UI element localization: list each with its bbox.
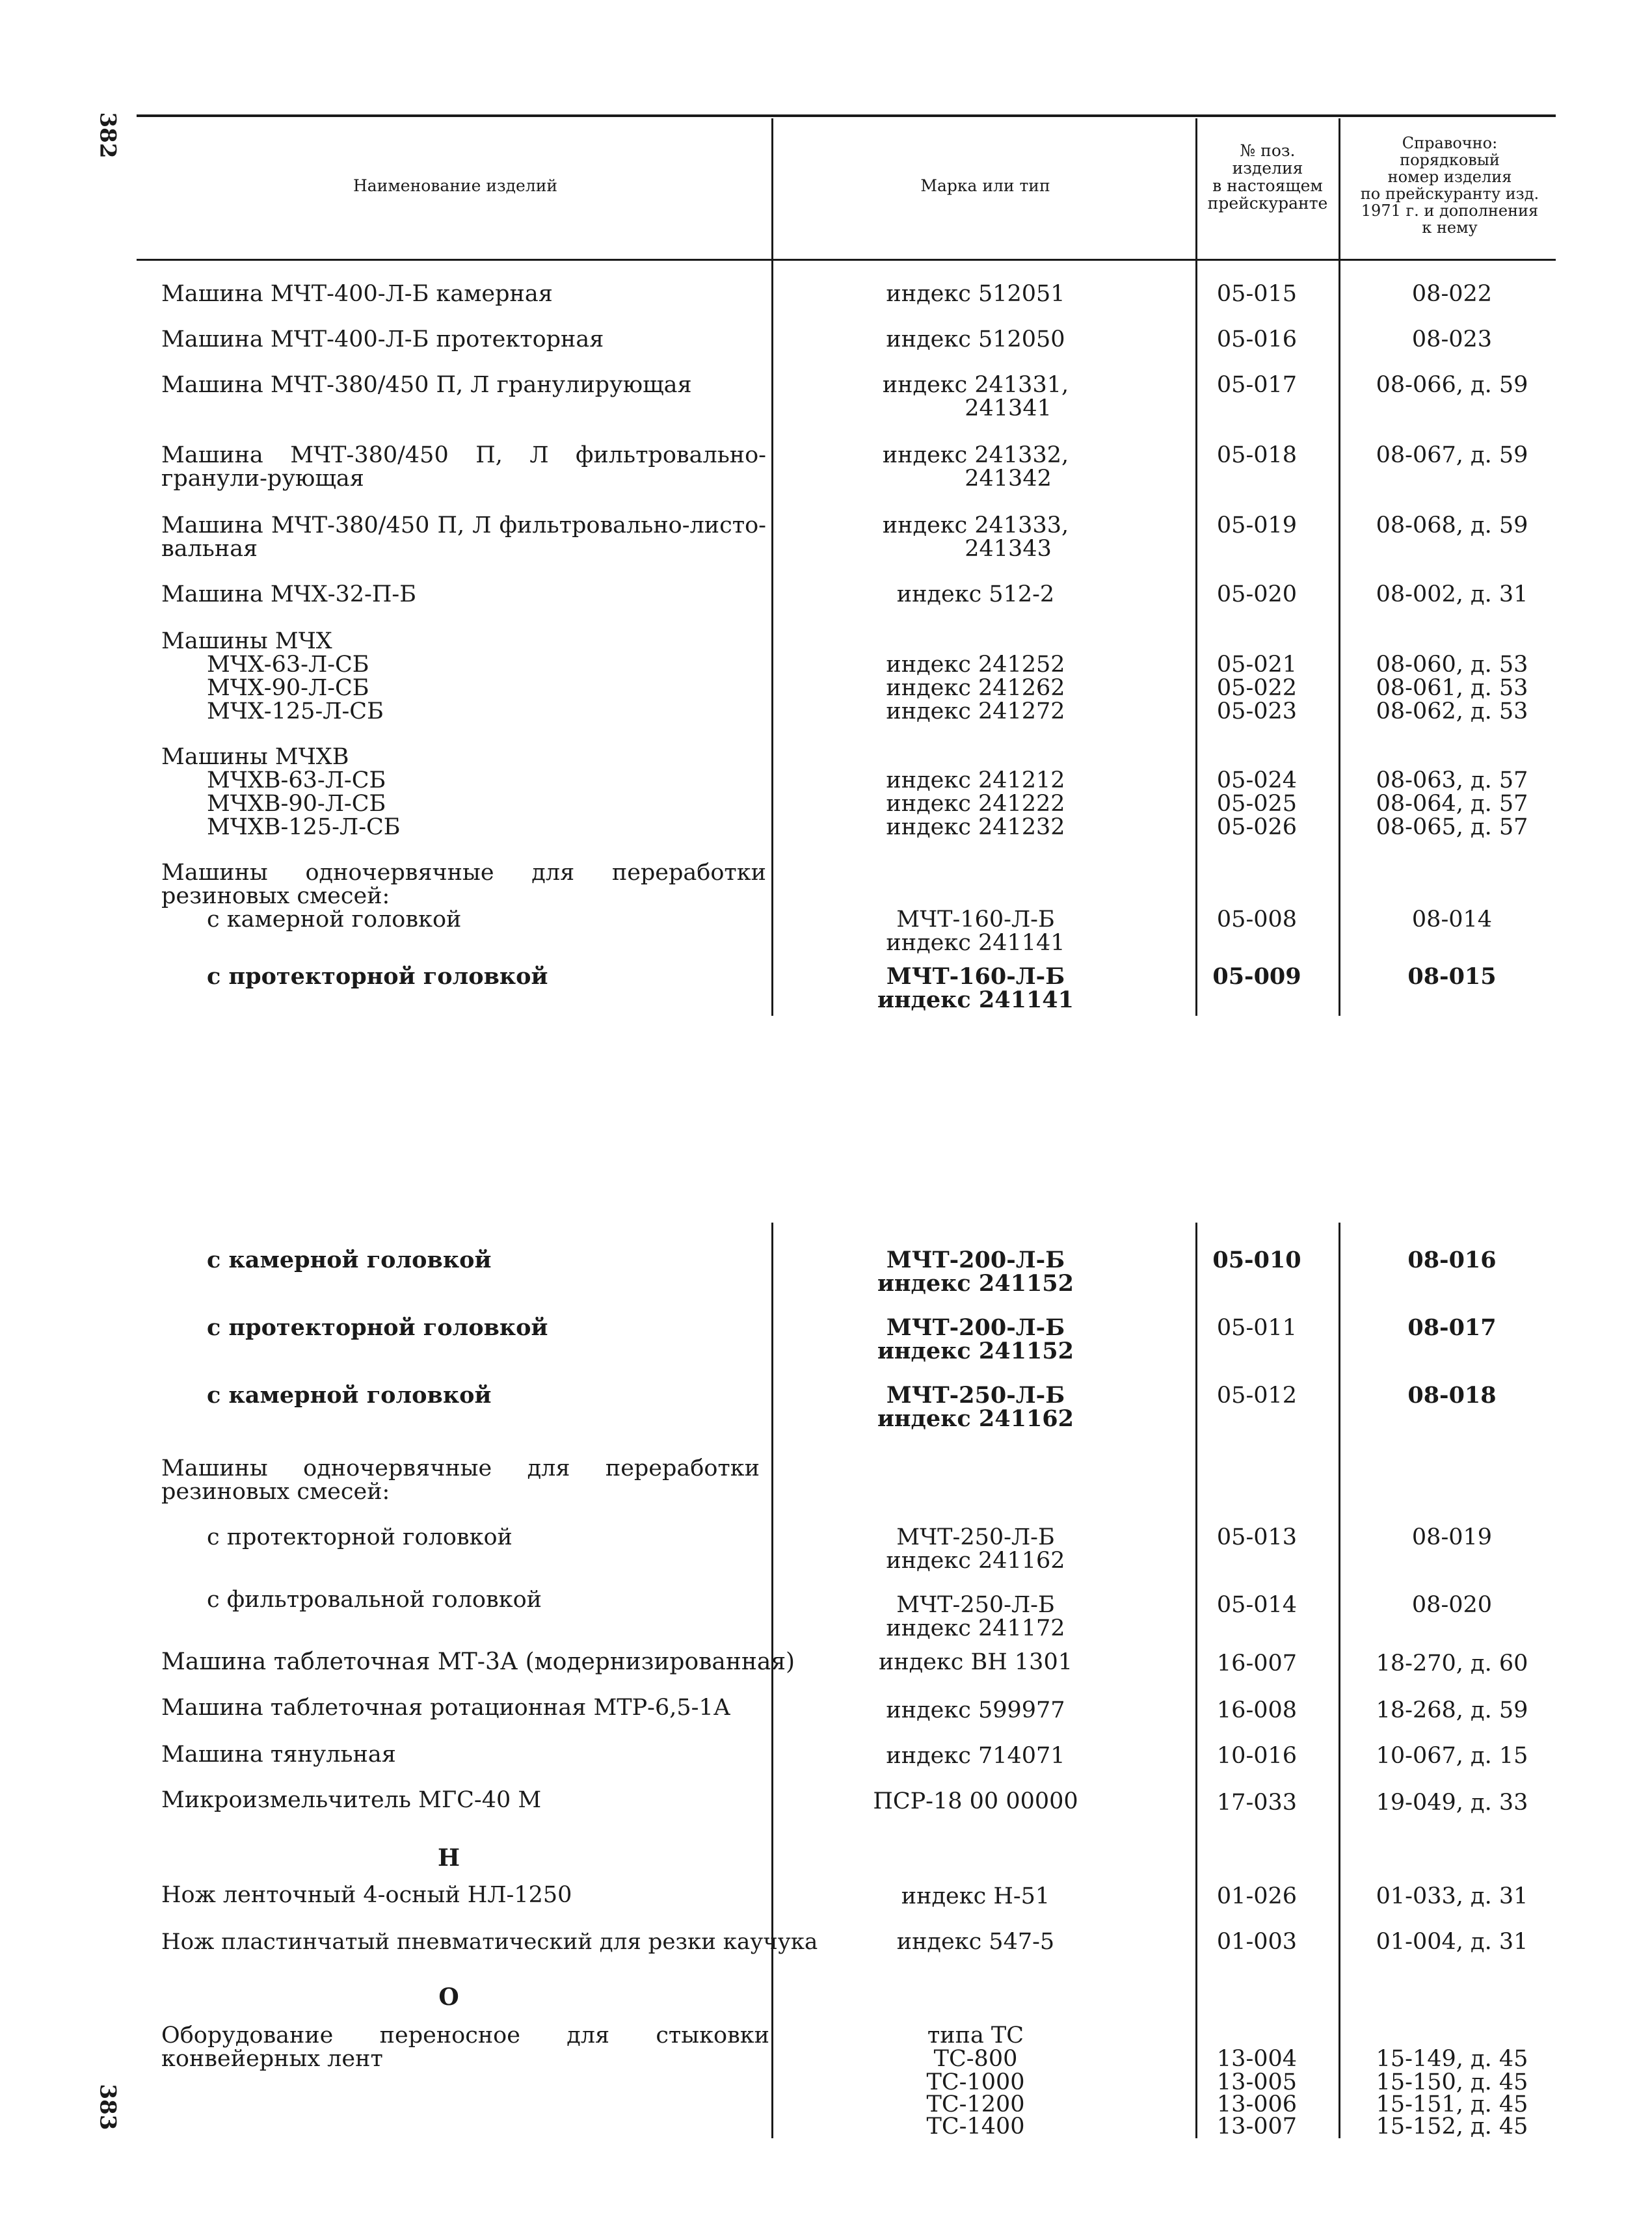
- row-name: с камерной головкой: [207, 1382, 492, 1409]
- col-divider-2-upper: [1195, 118, 1197, 1016]
- header-pos: № поз. изделия в настоящем прейскуранте: [1207, 141, 1328, 213]
- col-divider-1-upper: [771, 118, 773, 1016]
- row-mark: МЧТ-250-Л-Б индекс 241162: [877, 1382, 1074, 1432]
- row-pos: 05-017: [1216, 372, 1298, 398]
- row-pos: 05-010: [1212, 1247, 1301, 1273]
- row-name: с протекторной головкой: [207, 1524, 513, 1550]
- row-ref: 18-268, д. 59: [1376, 1697, 1528, 1723]
- row-name: МЧХВ-125-Л-СБ: [207, 814, 401, 840]
- col-divider-3-upper: [1339, 118, 1340, 1016]
- row-mark: ТС-1200: [926, 2091, 1025, 2117]
- row-pos: 05-021: [1216, 652, 1298, 678]
- row-ref: 08-002, д. 31: [1376, 581, 1528, 607]
- row-pos: 05-015: [1216, 281, 1298, 307]
- row-name: с камерной головкой: [207, 907, 462, 933]
- row-mark: индекс ВН 1301: [879, 1649, 1072, 1675]
- row-ref: 08-015: [1407, 963, 1497, 990]
- row-name: Машина МЧТ-380/450 П, Л фильтровально-листо-вальная: [161, 512, 766, 562]
- header-name: Наименование изделий: [353, 176, 558, 195]
- row-pos: 05-023: [1216, 698, 1298, 724]
- row-mark: индекс 241222: [886, 791, 1065, 817]
- row-mark: индекс Н-51: [901, 1883, 1050, 1909]
- row-pos: 05-009: [1212, 963, 1301, 990]
- row-ref: 08-019: [1411, 1524, 1493, 1550]
- row-mark: МЧТ-160-Л-Б индекс 241141: [886, 907, 1065, 956]
- row-ref: 15-150, д. 45: [1376, 2069, 1528, 2095]
- row-pos: 17-033: [1216, 1790, 1298, 1816]
- row-pos: 05-022: [1216, 675, 1298, 701]
- row-ref: 08-018: [1407, 1382, 1497, 1409]
- row-name: Оборудование переносное для стыковки конвейерных лент: [161, 2022, 769, 2072]
- row-mark: МЧТ-200-Л-Б индекс 241152: [877, 1247, 1074, 1297]
- row-ref: 08-017: [1407, 1314, 1497, 1341]
- row-ref: 08-066, д. 59: [1376, 372, 1528, 398]
- row-ref: 15-149, д. 45: [1376, 2046, 1528, 2072]
- row-pos: 05-008: [1216, 907, 1298, 933]
- col-divider-3-lower: [1339, 1223, 1340, 2138]
- row-ref: 08-022: [1411, 281, 1493, 307]
- row-name: с фильтровальной головкой: [207, 1587, 542, 1613]
- row-name: с камерной головкой: [207, 1247, 492, 1273]
- row-ref: 01-033, д. 31: [1376, 1883, 1528, 1909]
- row-ref: 08-063, д. 57: [1376, 767, 1528, 793]
- row-mark: индекс 241332, 241342: [882, 442, 1069, 492]
- row-ref: 08-068, д. 59: [1376, 512, 1528, 538]
- row-ref: 18-270, д. 60: [1376, 1651, 1528, 1677]
- row-ref: 08-061, д. 53: [1376, 675, 1528, 701]
- row-ref: 08-016: [1407, 1247, 1497, 1273]
- section-letter: Н: [437, 1844, 460, 1872]
- table-top-rule: [137, 114, 1556, 117]
- row-mark: индекс 241262: [886, 675, 1065, 701]
- row-ref: 08-020: [1411, 1592, 1493, 1618]
- row-ref: 08-023: [1411, 326, 1493, 352]
- section-letter: О: [438, 1983, 459, 2011]
- row-mark: индекс 599977: [886, 1697, 1065, 1723]
- row-mark: МЧТ-250-Л-Б индекс 241162: [886, 1524, 1065, 1574]
- row-name: с протекторной головкой: [207, 963, 548, 990]
- row-mark: МЧТ-160-Л-Б индекс 241141: [877, 963, 1074, 1013]
- row-ref: 08-060, д. 53: [1376, 652, 1528, 678]
- row-name: МЧХ-63-Л-СБ: [207, 652, 369, 678]
- row-name: Машина МЧХ-32-П-Б: [161, 581, 416, 607]
- row-mark: типа ТС: [927, 2022, 1024, 2049]
- row-name: Микроизмельчитель МГС-40 М: [161, 1787, 542, 1813]
- page-number-top: 382: [94, 112, 121, 159]
- row-pos: 05-026: [1216, 814, 1298, 840]
- row-pos: 13-004: [1216, 2046, 1298, 2072]
- row-pos: 05-019: [1216, 512, 1298, 538]
- row-pos: 01-026: [1216, 1883, 1298, 1909]
- col-divider-2-lower: [1195, 1223, 1197, 2138]
- row-pos: 05-011: [1216, 1315, 1298, 1341]
- row-mark: индекс 714071: [886, 1743, 1065, 1769]
- row-mark: индекс 241333, 241343: [882, 512, 1069, 562]
- row-name: с протекторной головкой: [207, 1314, 548, 1341]
- page-number-bottom: 383: [94, 2084, 121, 2130]
- row-mark: индекс 241331, 241341: [882, 372, 1069, 421]
- row-name: Машина таблеточная ротационная МТР-6,5-1А: [161, 1695, 731, 1721]
- row-ref: 08-067, д. 59: [1376, 442, 1528, 468]
- group-heading: Машины МЧХ: [161, 628, 332, 654]
- row-mark: МЧТ-200-Л-Б индекс 241152: [877, 1314, 1074, 1364]
- row-mark: ТС-1400: [926, 2114, 1025, 2140]
- group-heading: Машины одночервячные для переработки резиновых смесей:: [161, 860, 766, 909]
- row-pos: 16-008: [1216, 1697, 1298, 1723]
- row-ref: 08-064, д. 57: [1376, 791, 1528, 817]
- row-pos: 16-007: [1216, 1651, 1298, 1677]
- row-mark: ТС-800: [933, 2046, 1018, 2072]
- row-name: Нож ленточный 4-осный НЛ-1250: [161, 1882, 572, 1908]
- row-pos: 05-020: [1216, 581, 1298, 607]
- row-pos: 13-007: [1216, 2114, 1298, 2140]
- row-name: Машина таблеточная МТ-3А (модернизированная): [161, 1649, 795, 1675]
- row-name: МЧХ-125-Л-СБ: [207, 698, 384, 724]
- row-name: МЧХВ-90-Л-СБ: [207, 791, 386, 817]
- row-name: Машина МЧТ-380/450 П, Л гранулирующая: [161, 372, 692, 398]
- row-ref: 08-062, д. 53: [1376, 698, 1528, 724]
- row-name: Машина МЧТ-400-Л-Б протекторная: [161, 326, 604, 352]
- row-pos: 01-003: [1216, 1929, 1298, 1955]
- row-name: Машина МЧТ-380/450 П, Л фильтровально-гранули-рующая: [161, 442, 766, 492]
- row-name: Машина МЧТ-400-Л-Б камерная: [161, 281, 553, 307]
- row-pos: 05-013: [1216, 1524, 1298, 1550]
- row-ref: 15-151, д. 45: [1376, 2091, 1528, 2117]
- group-heading: Машины МЧХВ: [161, 744, 349, 770]
- row-ref: 08-014: [1411, 907, 1493, 933]
- header-bottom-rule: [137, 259, 1556, 261]
- header-ref: Справочно: порядковый номер изделия по прейскуранту изд. 1971 г. и дополнения к нему: [1360, 134, 1539, 237]
- row-ref: 08-065, д. 57: [1376, 814, 1528, 840]
- row-pos: 05-018: [1216, 442, 1298, 468]
- row-ref: 15-152, д. 45: [1376, 2114, 1528, 2140]
- row-pos: 13-006: [1216, 2091, 1298, 2117]
- row-ref: 19-049, д. 33: [1376, 1790, 1528, 1816]
- row-mark: индекс 241212: [886, 767, 1065, 793]
- row-mark: индекс 547-5: [896, 1929, 1055, 1955]
- row-mark: индекс 512050: [886, 326, 1065, 352]
- row-mark: индекс 241232: [886, 814, 1065, 840]
- row-ref: 01-004, д. 31: [1376, 1929, 1528, 1955]
- row-pos: 05-025: [1216, 791, 1298, 817]
- row-pos: 13-005: [1216, 2069, 1298, 2095]
- row-mark: МЧТ-250-Л-Б индекс 241172: [886, 1592, 1065, 1641]
- row-name: Нож пластинчатый пневматический для резки каучука: [161, 1929, 818, 1955]
- row-mark: индекс 512-2: [896, 581, 1055, 607]
- row-name: Машина тянульная: [161, 1742, 396, 1768]
- header-mark: Марка или тип: [920, 176, 1050, 195]
- row-mark: индекс 241272: [886, 698, 1065, 724]
- row-mark: индекс 512051: [886, 281, 1065, 307]
- group-heading: Машины одночервячные для переработки резиновых смесей:: [161, 1455, 760, 1505]
- row-mark: индекс 241252: [886, 652, 1065, 678]
- row-mark: ТС-1000: [926, 2069, 1025, 2095]
- row-pos: 05-012: [1216, 1383, 1298, 1409]
- row-pos: 10-016: [1216, 1743, 1298, 1769]
- row-name: МЧХ-90-Л-СБ: [207, 675, 369, 701]
- row-pos: 05-024: [1216, 767, 1298, 793]
- row-name: МЧХВ-63-Л-СБ: [207, 767, 386, 793]
- row-mark: ПСР-18 00 00000: [873, 1788, 1078, 1814]
- row-ref: 10-067, д. 15: [1376, 1743, 1528, 1769]
- row-pos: 05-016: [1216, 326, 1298, 352]
- row-pos: 05-014: [1216, 1592, 1298, 1618]
